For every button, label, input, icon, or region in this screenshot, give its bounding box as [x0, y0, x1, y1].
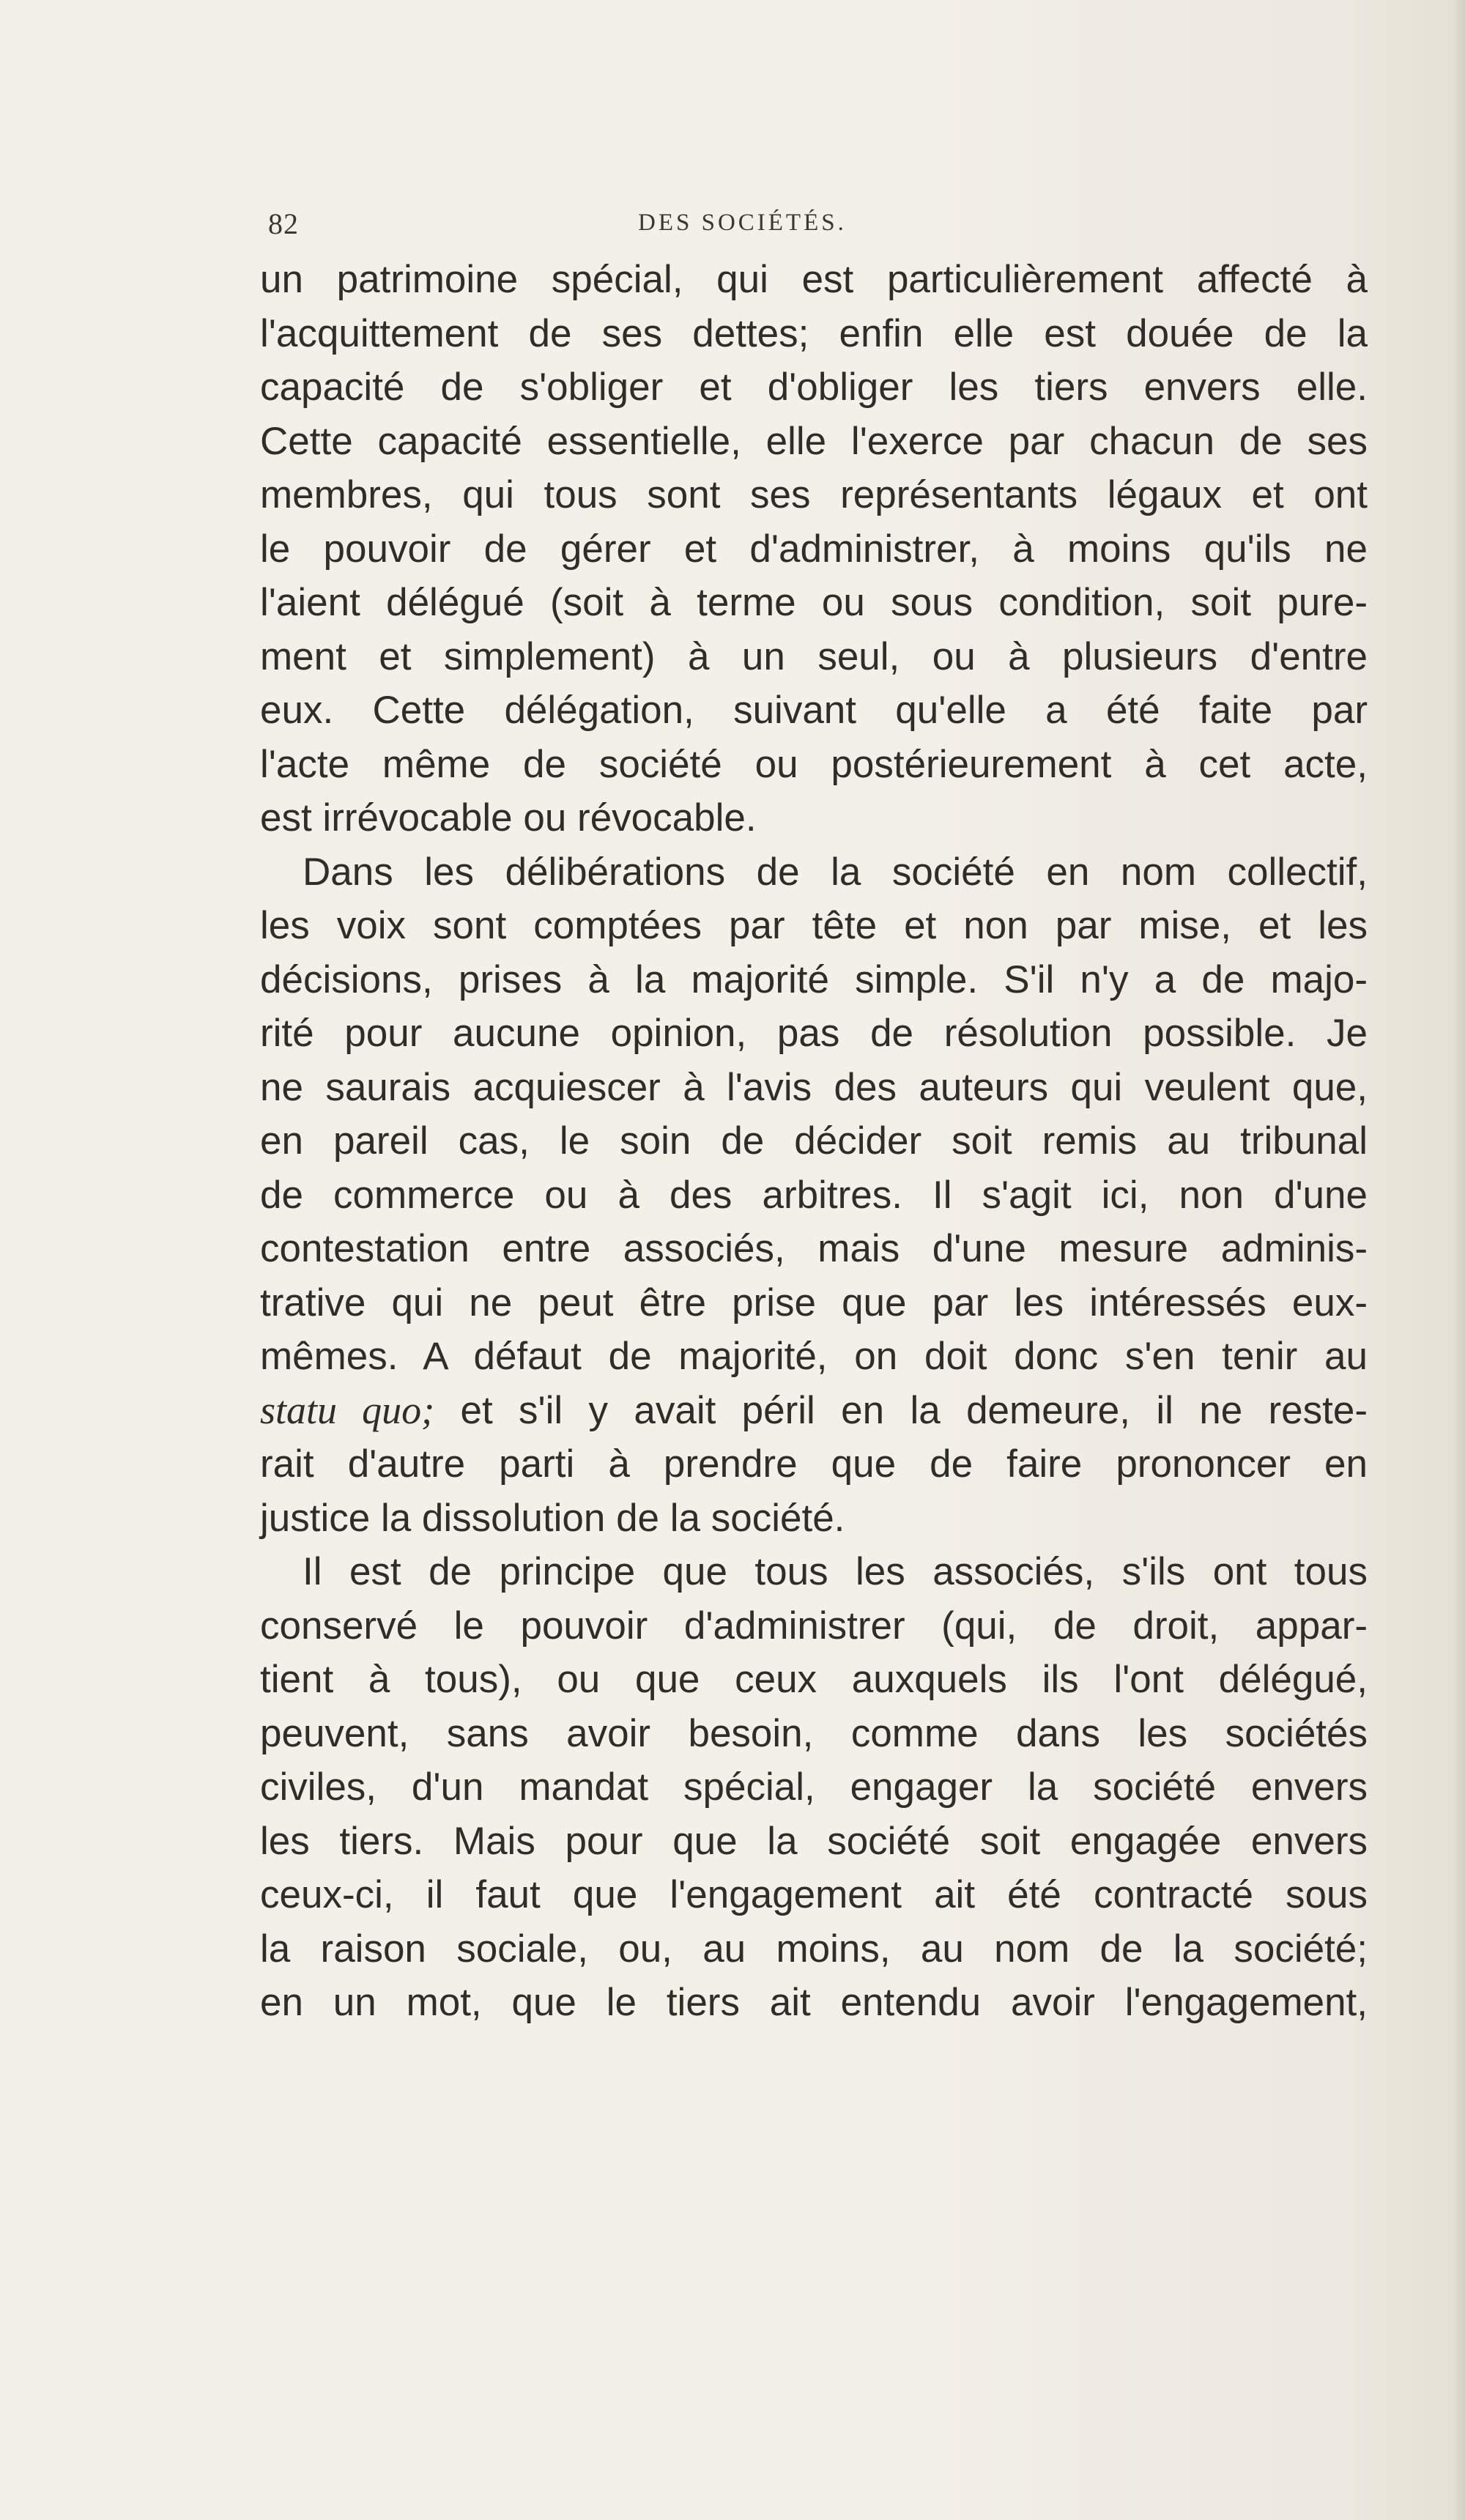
page-edge-shadow [1452, 0, 1465, 2520]
body-text [260, 253, 1368, 2030]
text-line: capacité de s'obliger et d'obliger les tiers envers elle. [260, 366, 1368, 409]
text-line: contestation entre associés, mais d'une mesure adminis- [260, 1227, 1368, 1270]
text-line: ne saurais acquiescer à l'avis des auteurs qui veulent que, [260, 1065, 1368, 1109]
text-line: la raison sociale, ou, au moins, au nom de la société; [260, 1927, 1368, 1971]
text-line: Cette capacité essentielle, elle l'exerce par chacun de ses [260, 419, 1368, 463]
text-line: les tiers. Mais pour que la société soit engagée envers [260, 1819, 1368, 1863]
text-line: trative qui ne peut être prise que par les intéressés eux- [260, 1281, 1368, 1324]
text-line: ment et simplement) à un seul, ou à plusieurs d'entre [260, 634, 1368, 678]
running-head [268, 207, 1367, 243]
text-line-remainder: et s'il y avait péril en la demeure, il ne reste- [460, 1388, 1368, 1432]
text-line: un patrimoine spécial, qui est particulièrement affecté à [260, 258, 1368, 301]
text-line: justice la dissolution de la société. [260, 1496, 845, 1540]
text-line: tient à tous), ou que ceux auxquels ils l'ont délégué, [260, 1658, 1368, 1701]
paragraph-start-line: Dans les délibérations de la société en nom collectif, [303, 850, 1368, 894]
text-line: les voix sont comptées par tête et non par mise, et les [260, 904, 1368, 947]
text-line: en un mot, que le tiers ait entendu avoir l'engagement, [260, 1981, 1368, 2024]
italic-phrase: statu quo; [260, 1387, 435, 1432]
text-line: ceux-ci, il faut que l'engagement ait été contracté sous [260, 1873, 1368, 1916]
text-line: mêmes. A défaut de majorité, on doit donc s'en tenir au [260, 1335, 1368, 1378]
text-line: rait d'autre parti à prendre que de faire prononcer en [260, 1442, 1368, 1486]
running-title: DES SOCIÉTÉS. [638, 210, 847, 236]
paragraph-start-line: Il est de principe que tous les associés, s'ils ont tous [303, 1550, 1368, 1593]
text-line: le pouvoir de gérer et d'administrer, à moins qu'ils ne [260, 527, 1368, 571]
text-line-with-italic [260, 1384, 1368, 1438]
text-line: eux. Cette délégation, suivant qu'elle a été faite par [260, 689, 1368, 732]
text-line: peuvent, sans avoir besoin, comme dans les sociétés [260, 1711, 1368, 1755]
text-line: l'acquittement de ses dettes; enfin elle est douée de la [260, 311, 1368, 355]
text-line: civiles, d'un mandat spécial, engager la société envers [260, 1765, 1368, 1809]
text-line: décisions, prises à la majorité simple. S'il n'y a de majo- [260, 957, 1368, 1001]
text-line: en pareil cas, le soin de décider soit remis au tribunal [260, 1119, 1368, 1163]
text-line: membres, qui tous sont ses représentants légaux et ont [260, 473, 1368, 516]
text-line: est irrévocable ou révocable. [260, 796, 757, 840]
text-line: rité pour aucune opinion, pas de résolution possible. Je [260, 1012, 1368, 1055]
text-line: conservé le pouvoir d'administrer (qui, de droit, appar- [260, 1604, 1368, 1648]
text-line: l'aient délégué (soit à terme ou sous condition, soit pure- [260, 581, 1368, 624]
page-number: 82 [268, 207, 299, 240]
text-line: l'acte même de société ou postérieurement à cet acte, [260, 742, 1368, 786]
text-line: de commerce ou à des arbitres. Il s'agit ici, non d'une [260, 1173, 1368, 1217]
